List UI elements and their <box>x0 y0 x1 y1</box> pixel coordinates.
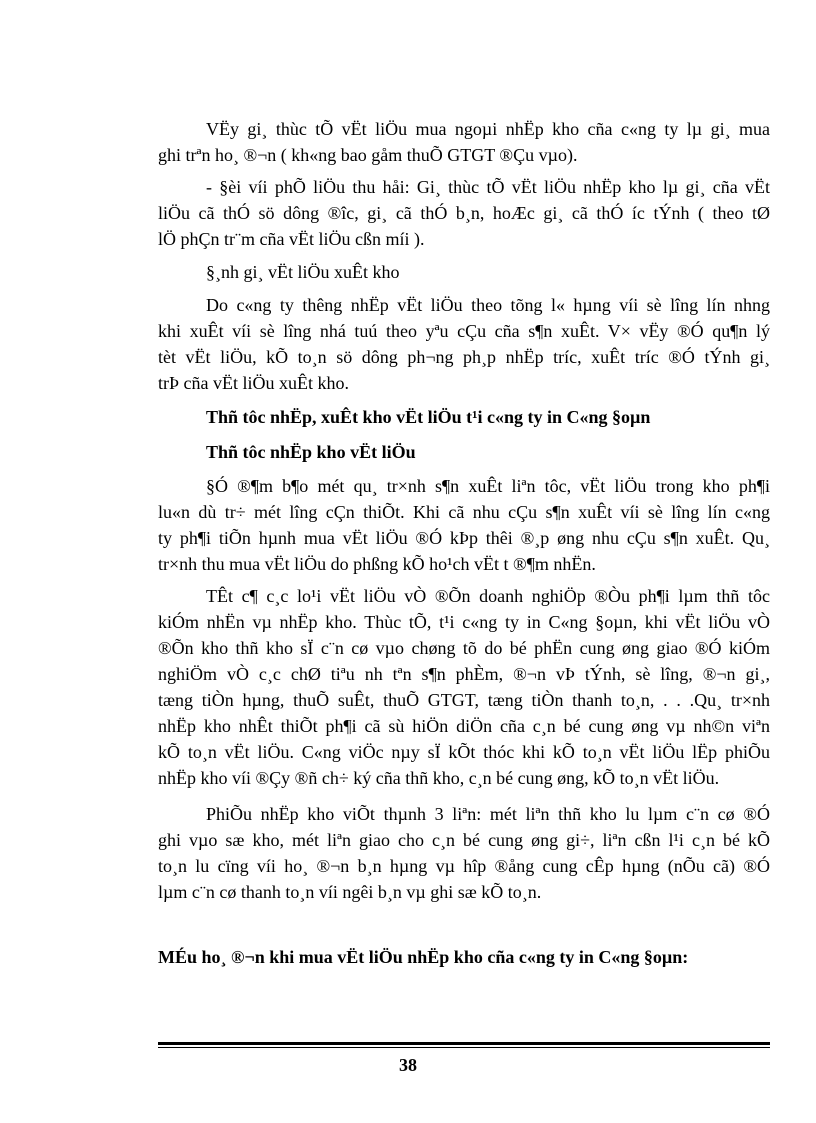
paragraph-line: liÖu cã thÓ sö dông ®îc, gi¸ cã thÓ b¸n, hoÆc gi¸ cã thÓ íc tÝnh ( theo tØ <box>158 203 770 223</box>
paragraph-line: tèt vËt liÖu, kÕ to¸n sö dông ph¬ng ph¸p nhËp tríc, xuÊt tríc ®Ó tÝnh gi¸ <box>158 347 770 367</box>
paragraph-3 <box>158 259 770 285</box>
paragraph-line: ®Õn kho thñ kho sÏ c¨n cø vµo chøng tõ do bé phËn cung øng giao ®Ó kiÓm <box>158 638 770 658</box>
paragraph-line: trÞ cña vËt liÖu xuÊt kho. <box>158 373 349 393</box>
invoice-sample-heading: MÉu ho¸ ®¬n khi mua vËt liÖu nhËp kho cña c«ng ty in C«ng §oµn: <box>158 947 689 967</box>
paragraph-line: kÕ to¸n vËt liÖu. C«ng viÖc nµy sÏ kÕt thóc khi kÕ to¸n vËt liÖu lËp phiÕu <box>158 742 770 762</box>
section-heading <box>158 404 770 430</box>
paragraph-line: nghiÖm vÒ c¸c chØ tiªu nh tªn s¶n phÈm, ®¬n vÞ tÝnh, sè lîng, ®¬n gi¸, <box>158 664 770 684</box>
subsection-heading <box>158 439 770 465</box>
paragraph-line: §Ó ®¶m b¶o mét qu¸ tr×nh s¶n xuÊt liªn tôc, vËt liÖu trong kho ph¶i <box>206 476 770 496</box>
paragraph-line: tæng tiÒn hµng, thuÕ suÊt, thuÕ GTGT, tæng tiÒn thanh to¸n, . . .Qu¸ tr×nh <box>158 690 770 710</box>
paragraph-2 <box>158 174 770 252</box>
paragraph-4 <box>158 292 770 396</box>
page-number: 38 <box>399 1055 417 1075</box>
paragraph-line: VËy gi¸ thùc tÕ vËt liÖu mua ngoµi nhËp kho cña c«ng ty lµ gi¸ mua <box>206 119 770 139</box>
paragraph-line: TÊt c¶ c¸c lo¹i vËt liÖu vÒ ®Õn doanh nghiÖp ®Òu ph¶i lµm thñ tôc <box>206 586 770 606</box>
paragraph-line: nhËp kho nhÊt thiÕt ph¶i cã sù hiÖn diÖn cña c¸n bé cung øng vµ nh©n viªn <box>158 716 770 736</box>
paragraph-line: kiÓm nhËn vµ nhËp kho. Thùc tÕ, t¹i c«ng ty in C«ng §oµn, khi vËt liÖu vÒ <box>158 612 770 632</box>
paragraph-line: ty ph¶i tiÕn hµnh mua vËt liÖu ®Ó kÞp thêi ®¸p øng nhu cÇu s¶n xuÊt. Qu¸ <box>158 528 770 548</box>
paragraph-1 <box>158 116 770 168</box>
paragraph-line: ghi trªn ho¸ ®¬n ( kh«ng bao gåm thuÕ GTGT ®Çu vµo). <box>158 145 578 165</box>
paragraph-line: - §èi víi phÕ liÖu thu håi: Gi¸ thùc tÕ vËt liÖu nhËp kho lµ gi¸ cña vËt <box>206 177 770 197</box>
paragraph-line: Do c«ng ty thêng nhËp vËt liÖu theo tõng l« hµng víi sè lîng lín nhng <box>206 295 770 315</box>
paragraph-line: khi xuÊt víi sè lîng nhá tuú theo yªu cÇu cña s¶n xuÊt. V× vËy ®Ó qu¶n lý <box>158 321 770 341</box>
paragraph-line: lÖ phÇn tr¨m cña vËt liÖu cßn míi ). <box>158 229 425 249</box>
paragraph-line: §¸nh gi¸ vËt liÖu xuÊt kho <box>206 262 400 282</box>
subsection-heading-text: Thñ tôc nhËp kho vËt liÖu <box>206 442 416 462</box>
paragraph-line: lµm c¨n cø thanh to¸n víi ngêi b¸n vµ ghi sæ kÕ to¸n. <box>158 882 542 902</box>
paragraph-line: to¸n lu cïng víi ho¸ ®¬n b¸n hµng vµ hîp ®ång cung cÊp hµng (nÕu cã) ®Ó <box>158 856 770 876</box>
paragraph-line: PhiÕu nhËp kho viÕt thµnh 3 liªn: mét liªn thñ kho lu lµm c¨n cø ®Ó <box>206 804 770 824</box>
paragraph-line: tr×nh thu mua vËt liÖu do phßng kÕ ho¹ch vËt t ®¶m nhËn. <box>158 554 596 574</box>
footer-rule-thin <box>158 1047 770 1048</box>
section-heading-text: Thñ tôc nhËp, xuÊt kho vËt liÖu t¹i c«ng ty in C«ng §oµn <box>206 407 651 427</box>
paragraph-7 <box>158 801 770 905</box>
paragraph-line: ghi vµo sæ kho, mét liªn giao cho c¸n bé cung øng gi÷, liªn cßn l¹i c¸n bé kÕ <box>158 830 770 850</box>
paragraph-5 <box>158 473 770 577</box>
footer-rule-thick <box>158 1042 770 1045</box>
paragraph-line: nhËp kho víi ®Çy ®ñ ch÷ ký cña thñ kho, c¸n bé cung øng, kÕ to¸n vËt liÖu. <box>158 768 720 788</box>
paragraph-6 <box>158 583 770 791</box>
paragraph-line: lu«n dù tr÷ mét lîng cÇn thiÕt. Khi cã nhu cÇu s¶n xuÊt víi sè lîng lín c«ng <box>158 502 770 522</box>
